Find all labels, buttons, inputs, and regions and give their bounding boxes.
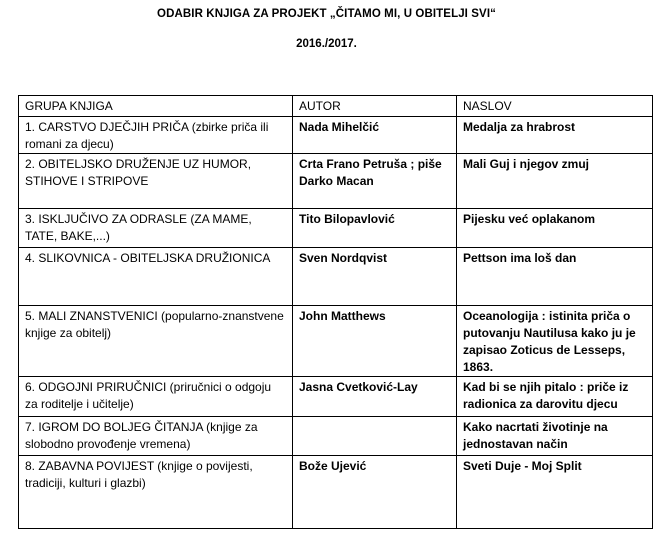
table-row <box>19 306 653 377</box>
title-cell: Kako nacrtati životinje na jednostavan način <box>457 417 653 456</box>
group-cell: 6. ODGOJNI PRIRUČNICI (priručnici o odgoju za roditelje i učitelje) <box>19 377 293 417</box>
author-cell: Tito Bilopavlović <box>293 209 457 248</box>
table-row <box>19 248 653 306</box>
header-group: GRUPA KNJIGA <box>19 96 293 117</box>
group-cell: 7. IGROM DO BOLJEG ČITANJA (knjige za slobodno provođenje vremena) <box>19 417 293 456</box>
title-cell: Oceanologija : istinita priča o putovanju Nautilusa kako ju je zapisao Zoticus de Lesseps, 1863. <box>457 306 653 377</box>
author-cell: Bože Ujević <box>293 456 457 529</box>
author-cell: Jasna Cvetković-Lay <box>293 377 457 417</box>
table-row <box>19 377 653 417</box>
table-header-row <box>19 96 653 117</box>
group-cell: 5. MALI ZNANSTVENICI (popularno-znanstvene knjige za obitelj) <box>19 306 293 377</box>
title-cell: Sveti Duje - Moj Split <box>457 456 653 529</box>
author-cell: Sven Nordqvist <box>293 248 457 306</box>
document-year: 2016./2017. <box>296 38 357 50</box>
title-cell: Mali Guj i njegov zmuj <box>457 154 653 209</box>
table-row <box>19 456 653 529</box>
header-author: AUTOR <box>293 96 457 117</box>
title-cell: Pettson ima loš dan <box>457 248 653 306</box>
table-row <box>19 417 653 456</box>
group-cell: 8. ZABAVNA POVIJEST (knjige o povijesti, tradiciji, kulturi i glazbi) <box>19 456 293 529</box>
group-cell: 3. ISKLJUČIVO ZA ODRASLE (ZA MAME, TATE, BAKE,...) <box>19 209 293 248</box>
header-title: NASLOV <box>457 96 653 117</box>
title-cell: Kad bi se njih pitalo : priče iz radionica za darovitu djecu <box>457 377 653 417</box>
books-table <box>18 95 653 529</box>
group-cell: 4. SLIKOVNICA - OBITELJSKA DRUŽIONICA <box>19 248 293 306</box>
author-cell: John Matthews <box>293 306 457 377</box>
author-cell: Crta Frano Petruša ; piše Darko Macan <box>293 154 457 209</box>
author-cell: Nada Mihelčić <box>293 117 457 154</box>
table-row <box>19 209 653 248</box>
table-row <box>19 117 653 154</box>
title-cell: Pijesku već oplakanom <box>457 209 653 248</box>
title-cell: Medalja za hrabrost <box>457 117 653 154</box>
author-cell <box>293 417 457 456</box>
group-cell: 1. CARSTVO DJEČJIH PRIČA (zbirke priča ili romani za djecu) <box>19 117 293 154</box>
table-row <box>19 154 653 209</box>
group-cell: 2. OBITELJSKO DRUŽENJE UZ HUMOR, STIHOVE I STRIPOVE <box>19 154 293 209</box>
document-title: ODABIR KNJIGA ZA PROJEKT „ČITAMO MI, U OBITELJI SVI“ <box>157 8 496 20</box>
